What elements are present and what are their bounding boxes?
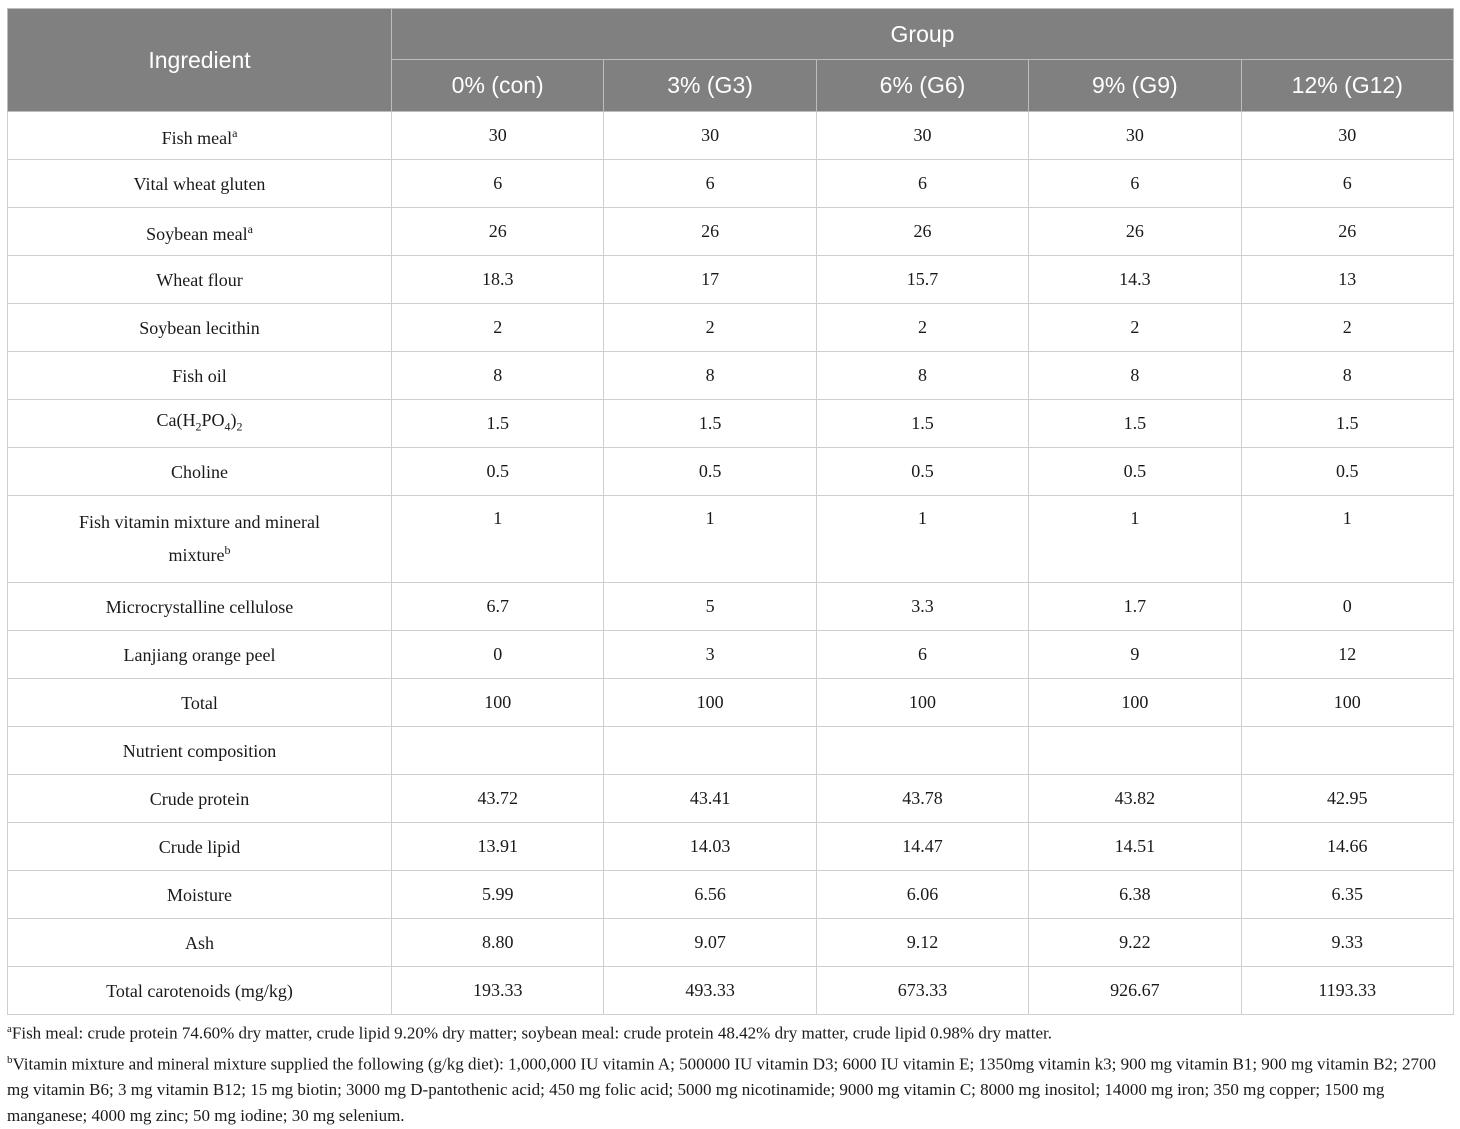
value-cell: 3	[604, 631, 816, 679]
value-cell: 17	[604, 256, 816, 304]
footnote-a	[7, 1016, 1453, 1047]
value-cell: 15.7	[816, 256, 1028, 304]
value-cell: 13.91	[392, 823, 604, 871]
value-cell: 0.5	[816, 448, 1028, 496]
value-cell: 30	[816, 112, 1028, 160]
value-cell: 26	[1029, 208, 1241, 256]
ingredient-cell	[8, 112, 392, 160]
table-row	[8, 352, 1454, 400]
value-cell: 1193.33	[1241, 967, 1453, 1015]
value-cell: 0	[392, 631, 604, 679]
table-row	[8, 304, 1454, 352]
ingredient-cell	[8, 727, 392, 775]
value-cell: 6.7	[392, 583, 604, 631]
ingredient-name: Microcrystalline cellulose	[105, 596, 294, 617]
value-cell: 30	[1029, 112, 1241, 160]
value-cell	[1241, 727, 1453, 775]
footnote-a-text: Fish meal: crude protein 74.60% dry matter, crude lipid 9.20% dry matter; soybean meal: crude protein 48.42% dry matter, crude lipid 0.98% dry matter.	[11, 1023, 1052, 1043]
value-cell: 6.56	[604, 871, 816, 919]
value-cell: 26	[392, 208, 604, 256]
table-row	[8, 871, 1454, 919]
ingredient-name: Total carotenoids (mg/kg)	[106, 980, 293, 1001]
ingredient-cell	[8, 304, 392, 352]
value-cell: 6	[816, 160, 1028, 208]
ingredient-name: Vital wheat gluten	[133, 173, 266, 194]
ingredient-name: Soybean lecithin	[139, 317, 260, 338]
value-cell	[1029, 727, 1241, 775]
column-header-g12: 12% (G12)	[1241, 60, 1453, 112]
value-cell: 100	[392, 679, 604, 727]
table-row	[8, 823, 1454, 871]
ingredient-name: Ash	[184, 932, 214, 953]
diet-composition-table-container	[7, 8, 1453, 1015]
ingredient-name: Fish oil	[172, 365, 227, 386]
value-cell: 1.5	[604, 400, 816, 448]
value-cell: 100	[1241, 679, 1453, 727]
diet-composition-table	[7, 8, 1454, 1015]
value-cell: 926.67	[1029, 967, 1241, 1015]
value-cell: 43.82	[1029, 775, 1241, 823]
value-cell: 2	[604, 304, 816, 352]
value-cell: 100	[604, 679, 816, 727]
table-header	[8, 9, 1454, 112]
ingredient-name: Soybean meal	[146, 224, 248, 244]
value-cell: 1.5	[1241, 400, 1453, 448]
value-cell: 5	[604, 583, 816, 631]
value-cell: 6	[604, 160, 816, 208]
footnote-marker: a	[247, 222, 253, 236]
ingredient-name: Total	[181, 692, 218, 713]
value-cell: 0	[1241, 583, 1453, 631]
table-row	[8, 448, 1454, 496]
table-row	[8, 727, 1454, 775]
value-cell	[816, 727, 1028, 775]
footnote-b-mark: b	[7, 1053, 13, 1066]
value-cell: 0.5	[1029, 448, 1241, 496]
ingredient-cell	[8, 679, 392, 727]
value-cell: 43.72	[392, 775, 604, 823]
value-cell: 30	[1241, 112, 1453, 160]
value-cell: 6	[1241, 160, 1453, 208]
ingredient-cell	[8, 823, 392, 871]
value-cell: 42.95	[1241, 775, 1453, 823]
value-cell: 673.33	[816, 967, 1028, 1015]
ingredient-cell	[8, 583, 392, 631]
value-cell: 30	[392, 112, 604, 160]
value-cell: 26	[604, 208, 816, 256]
ingredient-name: Fish meal	[161, 128, 233, 148]
value-cell: 6	[816, 631, 1028, 679]
value-cell: 100	[1029, 679, 1241, 727]
value-cell: 8	[1241, 352, 1453, 400]
ingredient-cell	[8, 919, 392, 967]
value-cell: 14.51	[1029, 823, 1241, 871]
value-cell: 6.35	[1241, 871, 1453, 919]
ingredient-cell	[8, 871, 392, 919]
table-row	[8, 583, 1454, 631]
table-row	[8, 160, 1454, 208]
footnote-marker: a	[232, 126, 238, 140]
value-cell: 8.80	[392, 919, 604, 967]
value-cell: 1	[816, 496, 1028, 583]
ingredient-name: Crude lipid	[158, 836, 241, 857]
value-cell: 8	[392, 352, 604, 400]
value-cell: 30	[604, 112, 816, 160]
ingredient-cell	[8, 208, 392, 256]
ingredient-name: Crude protein	[149, 788, 250, 809]
value-cell: 8	[604, 352, 816, 400]
value-cell: 1	[1029, 496, 1241, 583]
ingredient-name: Lanjiang orange peel	[123, 644, 276, 665]
table-row	[8, 967, 1454, 1015]
ingredient-cell	[8, 160, 392, 208]
value-cell	[392, 727, 604, 775]
value-cell: 493.33	[604, 967, 816, 1015]
value-cell: 2	[1241, 304, 1453, 352]
table-row	[8, 775, 1454, 823]
value-cell: 13	[1241, 256, 1453, 304]
ingredient-cell	[8, 400, 392, 448]
table-row	[8, 631, 1454, 679]
value-cell: 43.41	[604, 775, 816, 823]
value-cell: 1.5	[1029, 400, 1241, 448]
value-cell: 100	[816, 679, 1028, 727]
value-cell: 14.03	[604, 823, 816, 871]
value-cell: 0.5	[604, 448, 816, 496]
value-cell: 9.12	[816, 919, 1028, 967]
ingredient-name: Fish vitamin mixture and mineral mixture	[79, 512, 320, 565]
ingredient-name: Nutrient composition	[122, 740, 277, 761]
value-cell: 26	[1241, 208, 1453, 256]
value-cell: 2	[392, 304, 604, 352]
ingredient-cell	[8, 775, 392, 823]
value-cell: 5.99	[392, 871, 604, 919]
table-row	[8, 256, 1454, 304]
value-cell: 43.78	[816, 775, 1028, 823]
value-cell: 1	[1241, 496, 1453, 583]
value-cell: 14.47	[816, 823, 1028, 871]
ingredient-name: $Ca(H_2PO_4)_2$	[156, 410, 243, 434]
value-cell: 2	[1029, 304, 1241, 352]
value-cell: 2	[816, 304, 1028, 352]
value-cell	[604, 727, 816, 775]
value-cell: 0.5	[392, 448, 604, 496]
ingredient-header: Ingredient	[8, 9, 392, 112]
table-row	[8, 400, 1454, 448]
value-cell: 9	[1029, 631, 1241, 679]
footnote-marker: b	[224, 543, 231, 557]
footnote-a-mark: a	[7, 1023, 12, 1035]
value-cell: 14.66	[1241, 823, 1453, 871]
column-header-g3: 3% (G3)	[604, 60, 816, 112]
column-header-g9: 9% (G9)	[1029, 60, 1241, 112]
value-cell: 8	[1029, 352, 1241, 400]
value-cell: 9.33	[1241, 919, 1453, 967]
value-cell: 26	[816, 208, 1028, 256]
value-cell: 1	[392, 496, 604, 583]
value-cell: 9.07	[604, 919, 816, 967]
ingredient-cell	[8, 967, 392, 1015]
ingredient-cell	[8, 256, 392, 304]
table-footnotes	[7, 1016, 1453, 1129]
value-cell: 9.22	[1029, 919, 1241, 967]
column-header-g6: 6% (G6)	[816, 60, 1028, 112]
ingredient-name: Wheat flour	[156, 269, 243, 290]
table-body	[8, 112, 1454, 1015]
value-cell: 1.5	[816, 400, 1028, 448]
table-row	[8, 679, 1454, 727]
footnote-b-text: Vitamin mixture and mineral mixture supplied the following (g/kg diet): 1,000,000 IU vitamin A; 500000 IU vitamin D3; 6000 IU vitamin E; 1350mg vitamin k3; 900 mg vitamin B1; 900 mg vitamin B2; 2700 mg vitamin B6; 3 mg vitamin B12; 15 mg biotin; 3000 mg D-pantothenic acid; 450 mg folic acid; 5000 mg nicotinamide; 9000 mg vitamin C; 8000 mg inositol; 14000 mg iron; 350 mg copper; 1500 mg manganese; 4000 mg zinc; 50 mg iodine; 30 mg selenium.	[7, 1054, 1437, 1126]
value-cell: 1.7	[1029, 583, 1241, 631]
table-row	[8, 919, 1454, 967]
ingredient-name: Moisture	[167, 884, 232, 905]
value-cell: 8	[816, 352, 1028, 400]
ingredient-cell	[8, 448, 392, 496]
group-header: Group	[392, 9, 1454, 60]
value-cell: 14.3	[1029, 256, 1241, 304]
table-row	[8, 208, 1454, 256]
value-cell: 6	[392, 160, 604, 208]
value-cell: 6.38	[1029, 871, 1241, 919]
value-cell: 1.5	[392, 400, 604, 448]
ingredient-cell	[8, 352, 392, 400]
value-cell: 6	[1029, 160, 1241, 208]
ingredient-cell	[8, 496, 392, 583]
table-row	[8, 112, 1454, 160]
value-cell: 12	[1241, 631, 1453, 679]
value-cell: 0.5	[1241, 448, 1453, 496]
ingredient-name: Choline	[171, 461, 228, 482]
footnote-b	[7, 1047, 1453, 1129]
value-cell: 6.06	[816, 871, 1028, 919]
value-cell: 1	[604, 496, 816, 583]
table-row	[8, 496, 1454, 583]
value-cell: 3.3	[816, 583, 1028, 631]
column-header-con: 0% (con)	[392, 60, 604, 112]
value-cell: 193.33	[392, 967, 604, 1015]
ingredient-cell	[8, 631, 392, 679]
value-cell: 18.3	[392, 256, 604, 304]
